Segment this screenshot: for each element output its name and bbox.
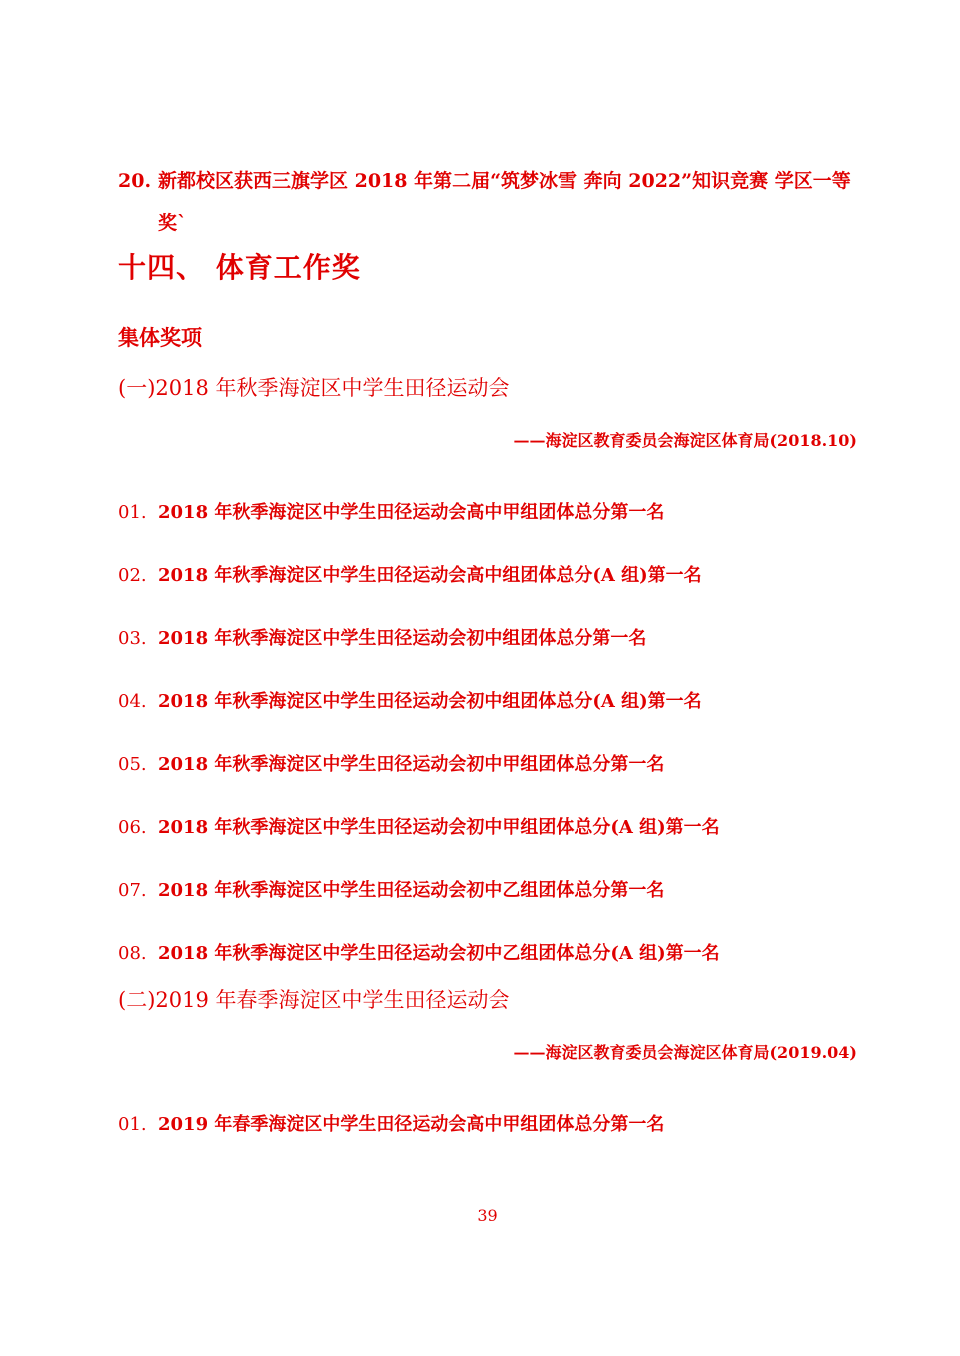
section-title: 十四、 体育工作奖 — [118, 251, 361, 284]
item-text: 2018 年秋季海淀区中学生田径运动会初中组团体总分第一名 — [158, 628, 647, 649]
item-text: 2018 年秋季海淀区中学生田径运动会初中甲组团体总分第一名 — [158, 754, 665, 775]
item-number: 02. — [118, 565, 147, 586]
list-item — [118, 1110, 664, 1136]
list-item — [118, 561, 702, 587]
item-text: 2019 年春季海淀区中学生田径运动会高中甲组团体总分第一名 — [158, 1114, 665, 1135]
item-text-continuation: 奖` — [158, 212, 187, 234]
item-number: 04. — [118, 691, 147, 712]
item-number: 01. — [118, 1114, 147, 1135]
item-text: 2018 年秋季海淀区中学生田径运动会初中甲组团体总分(A 组)第一名 — [158, 817, 720, 838]
item-number: 06. — [118, 817, 147, 838]
item-number: 20. — [118, 170, 152, 192]
list-item — [118, 687, 702, 713]
item-number: 03. — [118, 628, 147, 649]
item-text: 2018 年秋季海淀区中学生田径运动会高中甲组团体总分第一名 — [158, 502, 665, 523]
item-number: 01. — [118, 502, 147, 523]
page-number: 39 — [477, 1206, 498, 1225]
list-item — [118, 939, 720, 965]
list-item — [118, 498, 664, 524]
item-text: 2018 年秋季海淀区中学生田径运动会高中组团体总分(A 组)第一名 — [158, 565, 702, 586]
list-item — [118, 876, 664, 902]
part1-source: ——海淀区教育委员会海淀区体育局(2018.10) — [513, 431, 857, 450]
item-number: 08. — [118, 943, 147, 964]
part2-title: (二)2019 年春季海淀区中学生田径运动会 — [118, 988, 510, 1012]
item-text: 2018 年秋季海淀区中学生田径运动会初中乙组团体总分(A 组)第一名 — [158, 943, 720, 964]
part2-source: ——海淀区教育委员会海淀区体育局(2019.04) — [513, 1043, 857, 1062]
item-text: 2018 年秋季海淀区中学生田径运动会初中乙组团体总分第一名 — [158, 880, 665, 901]
list-item — [118, 813, 720, 839]
item-number: 05. — [118, 754, 147, 775]
item-text: 2018 年秋季海淀区中学生田径运动会初中组团体总分(A 组)第一名 — [158, 691, 702, 712]
list-item — [118, 624, 646, 650]
item-number: 07. — [118, 880, 147, 901]
item-text: 新都校区获西三旗学区 2018 年第二届“筑梦冰雪 奔向 2022”知识竞赛 学区一等 — [158, 170, 851, 192]
part1-title: (一)2018 年秋季海淀区中学生田径运动会 — [118, 376, 510, 400]
list-item — [118, 750, 664, 776]
group-title: 集体奖项 — [118, 326, 202, 350]
award-item-20 — [118, 160, 860, 244]
